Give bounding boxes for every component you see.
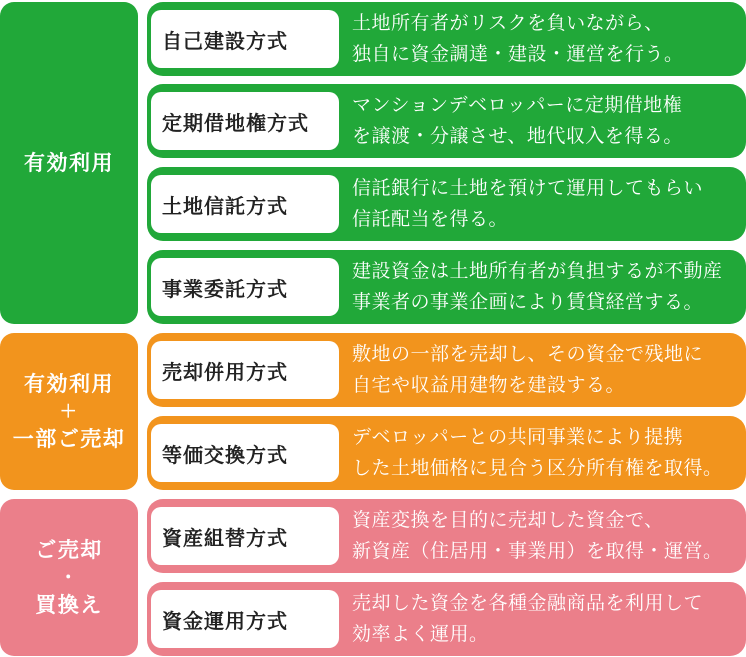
method-pill [151, 424, 339, 482]
section-label-text: ご売却 [35, 538, 103, 562]
method-description [352, 2, 742, 76]
section-label-block [0, 333, 138, 490]
section-label-text: 一部ご売却 [12, 427, 126, 451]
method-description [352, 250, 742, 324]
description-line-1: 敷地の一部を売却し、その資金で残地に [352, 344, 704, 365]
method-description [352, 582, 742, 656]
section-label-text: ＋ [59, 401, 79, 421]
method-row [147, 582, 746, 656]
description-line-2: 信託配当を得る。 [352, 209, 509, 230]
method-row [147, 250, 746, 324]
method-row [147, 84, 746, 158]
description-line-2: 事業者の事業企画により賃貸経営する。 [352, 292, 704, 313]
description-line-1: 資産変換を目的に売却した資金で、 [352, 510, 664, 531]
description-line-1: デベロッパーとの共同事業により提携 [352, 427, 684, 448]
method-pill [151, 258, 339, 316]
method-pill [151, 507, 339, 565]
section-label-text: ・ [59, 567, 79, 587]
method-row [147, 2, 746, 76]
description-line-1: 信託銀行に土地を預けて運用してもらい [352, 178, 704, 199]
method-label: 定期借地権方式 [162, 112, 309, 135]
method-label: 資金運用方式 [162, 610, 288, 633]
method-label: 等価交換方式 [162, 444, 288, 467]
method-row [147, 167, 746, 241]
section-label-text: 買換え [35, 593, 103, 617]
method-label: 資産組替方式 [162, 527, 288, 550]
description-line-2: を譲渡・分譲させ、地代収入を得る。 [352, 126, 683, 147]
method-pill [151, 590, 339, 648]
method-description [352, 167, 742, 241]
method-pill [151, 175, 339, 233]
description-line-2: 独自に資金調達・建設・運営を行う。 [352, 44, 684, 65]
description-line-2: した土地価格に見合う区分所有権を取得。 [352, 458, 723, 479]
method-pill [151, 10, 339, 68]
description-line-2: 効率よく運用。 [352, 624, 489, 645]
method-description [352, 333, 742, 407]
description-line-2: 新資産（住居用・事業用）を取得・運営。 [352, 541, 723, 562]
method-pill [151, 341, 339, 399]
section-label-text: 有効利用 [24, 151, 114, 175]
method-pill [151, 92, 339, 150]
method-description [352, 499, 742, 573]
method-label: 事業委託方式 [162, 278, 288, 301]
method-label: 土地信託方式 [162, 195, 288, 218]
section-label-block [0, 499, 138, 656]
method-row [147, 416, 746, 490]
method-label: 売却併用方式 [162, 361, 288, 384]
description-line-1: 土地所有者がリスクを負いながら、 [352, 13, 664, 34]
description-line-2: 自宅や収益用建物を建設する。 [352, 375, 626, 396]
section-label-block [0, 2, 138, 324]
description-line-1: 建設資金は土地所有者が負担するが不動産 [352, 261, 723, 282]
method-label: 自己建設方式 [162, 30, 288, 53]
method-description [352, 416, 742, 490]
section-label-text: 有効利用 [24, 372, 114, 396]
description-line-1: 売却した資金を各種金融商品を利用して [352, 593, 704, 614]
method-description [352, 84, 742, 158]
method-row [147, 499, 746, 573]
description-line-1: マンションデベロッパーに定期借地権 [352, 95, 683, 116]
method-row [147, 333, 746, 407]
